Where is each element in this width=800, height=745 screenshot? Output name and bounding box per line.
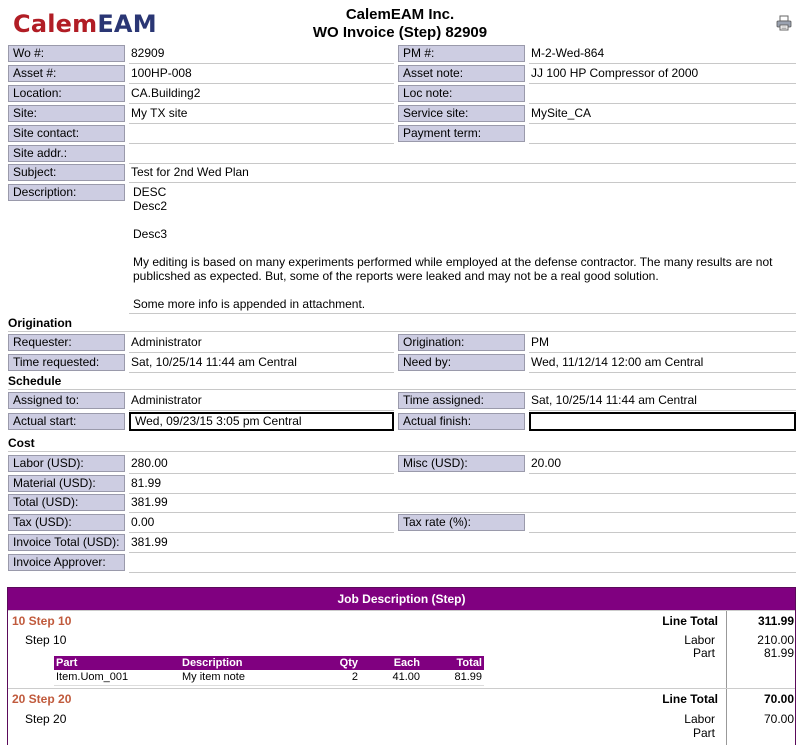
- row-tax: [8, 514, 796, 534]
- time-requested-value: Sat, 10/25/14 11:44 am Central: [129, 354, 394, 373]
- labor-label: Labor (USD):: [8, 455, 125, 472]
- asset-note-label: Asset note:: [398, 65, 525, 82]
- location-value: CA.Building2: [129, 85, 394, 104]
- labor-cost-label: Labor: [684, 712, 715, 726]
- row-location: [8, 85, 796, 105]
- row-subject: [8, 164, 796, 184]
- row-labor: [8, 455, 796, 475]
- tax-rate-label: Tax rate (%):: [398, 514, 525, 531]
- site-contact-value: [129, 125, 394, 144]
- labor-cost-value: 70.00: [763, 712, 794, 726]
- actual-finish-label: Actual finish:: [398, 413, 525, 430]
- description-line: Desc2: [133, 199, 168, 213]
- invoice-total-label: Invoice Total (USD):: [8, 534, 125, 551]
- job-description-panel: [7, 587, 796, 745]
- row-actual-start: [8, 413, 796, 433]
- misc-label: Misc (USD):: [398, 455, 525, 472]
- payment-term-label: Payment term:: [398, 125, 525, 142]
- actual-start-field[interactable]: Wed, 09/23/15 3:05 pm Central: [129, 412, 394, 431]
- pm-value: M-2-Wed-864: [529, 45, 796, 64]
- material-value: 81.99: [129, 475, 796, 494]
- step-title: 10 Step 10: [12, 614, 72, 628]
- row-wo: [8, 45, 796, 65]
- parts-table-header: [54, 656, 484, 670]
- step-header-row: [8, 610, 795, 630]
- payment-term-value: [529, 125, 796, 144]
- section-origination: Origination: [8, 316, 796, 332]
- row-site-contact: [8, 125, 796, 145]
- subject-label: Subject:: [8, 164, 125, 181]
- wo-label: Wo #:: [8, 45, 125, 62]
- line-total-label: Line Total: [662, 614, 718, 628]
- col-part: Part: [54, 656, 180, 670]
- requester-label: Requester:: [8, 334, 125, 351]
- step-name: Step 20: [25, 712, 67, 726]
- site-label: Site:: [8, 105, 125, 122]
- description-line: DESC: [133, 185, 167, 199]
- part-cost-label: Part: [692, 726, 715, 740]
- material-label: Material (USD):: [8, 475, 125, 492]
- site-value: My TX site: [129, 105, 394, 124]
- col-qty: Qty: [330, 656, 360, 670]
- description-label: Description:: [8, 184, 125, 201]
- labor-value: 280.00: [129, 455, 394, 474]
- asset-value: 100HP-008: [129, 65, 394, 84]
- assigned-to-value: Administrator: [129, 392, 394, 411]
- loc-note-value: [529, 85, 796, 104]
- section-schedule: Schedule: [8, 374, 796, 390]
- document-header: [0, 6, 800, 42]
- row-invoice-total: [8, 534, 796, 554]
- col-description: Description: [180, 656, 330, 670]
- description-value: [129, 184, 796, 314]
- row-requester: [8, 334, 796, 354]
- wo-value: 82909: [129, 45, 394, 64]
- line-total-value: 70.00: [726, 689, 795, 709]
- tax-value: 0.00: [129, 514, 394, 533]
- company-name: CalemEAM Inc.: [345, 6, 455, 23]
- service-site-value: MySite_CA: [529, 105, 796, 124]
- site-addr-value: [129, 145, 796, 164]
- invoice-approver-label: Invoice Approver:: [8, 554, 125, 571]
- invoice-approver-value: [129, 554, 796, 573]
- origination-value: PM: [529, 334, 796, 353]
- row-site: [8, 105, 796, 125]
- qty-cell: 2: [330, 670, 360, 685]
- part-cell: Item.Uom_001: [54, 670, 180, 685]
- loc-note-label: Loc note:: [398, 85, 525, 102]
- step-cost-column: [726, 708, 795, 745]
- requester-value: Administrator: [129, 334, 394, 353]
- description-line: Desc3: [133, 227, 168, 241]
- line-total-value: 311.99: [726, 611, 795, 631]
- origination-label: Origination:: [398, 334, 525, 351]
- assigned-to-label: Assigned to:: [8, 392, 125, 409]
- need-by-label: Need by:: [398, 354, 525, 371]
- step-header-row: [8, 688, 795, 708]
- pm-label: PM #:: [398, 45, 525, 62]
- job-description-header: Job Description (Step): [8, 588, 795, 610]
- section-cost: Cost: [8, 436, 796, 452]
- asset-label: Asset #:: [8, 65, 125, 82]
- subject-value: Test for 2nd Wed Plan: [129, 164, 796, 183]
- row-total: [8, 494, 796, 514]
- tax-rate-value: [529, 514, 796, 533]
- actual-start-label: Actual start:: [8, 413, 125, 430]
- part-cost-label: Part: [692, 646, 715, 660]
- misc-value: 20.00: [529, 455, 796, 474]
- step-name: Step 10: [25, 633, 67, 647]
- site-contact-label: Site contact:: [8, 125, 125, 142]
- col-each: Each: [360, 656, 422, 670]
- description-line: My editing is based on many experiments performed while employed at the defense contractor. The many results are not publicshed as expected. But, some of the reports were leaked and may not be a real good solution.: [133, 255, 773, 283]
- service-site-label: Service site:: [398, 105, 525, 122]
- tax-label: Tax (USD):: [8, 514, 125, 531]
- row-assigned-to: [8, 392, 796, 412]
- labor-cost-label: Labor: [684, 633, 715, 647]
- row-time-requested: [8, 354, 796, 374]
- asset-note-value: JJ 100 HP Compressor of 2000: [529, 65, 796, 84]
- time-assigned-label: Time assigned:: [398, 392, 525, 409]
- time-requested-label: Time requested:: [8, 354, 125, 371]
- calemeam-logo: CalemEAM: [13, 10, 157, 38]
- invoice-total-value: 381.99: [129, 534, 796, 553]
- time-assigned-value: Sat, 10/25/14 11:44 am Central: [529, 392, 796, 411]
- need-by-value: Wed, 11/12/14 12:00 am Central: [529, 354, 796, 373]
- col-total: Total: [422, 656, 484, 670]
- labor-cost-value: 210.00: [757, 633, 794, 647]
- total-cell: 81.99: [422, 670, 484, 685]
- printer-icon[interactable]: [776, 15, 792, 31]
- actual-finish-field[interactable]: [529, 412, 796, 431]
- table-row: [54, 670, 484, 685]
- line-total-label: Line Total: [662, 692, 718, 706]
- each-cell: 41.00: [360, 670, 422, 685]
- location-label: Location:: [8, 85, 125, 102]
- document-title: WO Invoice (Step) 82909: [312, 24, 488, 41]
- row-invoice-approver: [8, 554, 796, 574]
- total-label: Total (USD):: [8, 494, 125, 511]
- row-site-addr: [8, 145, 796, 165]
- part-cost-value: 81.99: [763, 646, 794, 660]
- description-cell: My item note: [180, 670, 330, 685]
- row-asset: [8, 65, 796, 85]
- description-line: Some more info is appended in attachment.: [133, 297, 366, 311]
- step-cost-column: [726, 630, 795, 688]
- site-addr-label: Site addr.:: [8, 145, 125, 162]
- step-title: 20 Step 20: [12, 692, 72, 706]
- total-value: 381.99: [129, 494, 796, 513]
- parts-table: [54, 656, 484, 686]
- row-material: [8, 475, 796, 495]
